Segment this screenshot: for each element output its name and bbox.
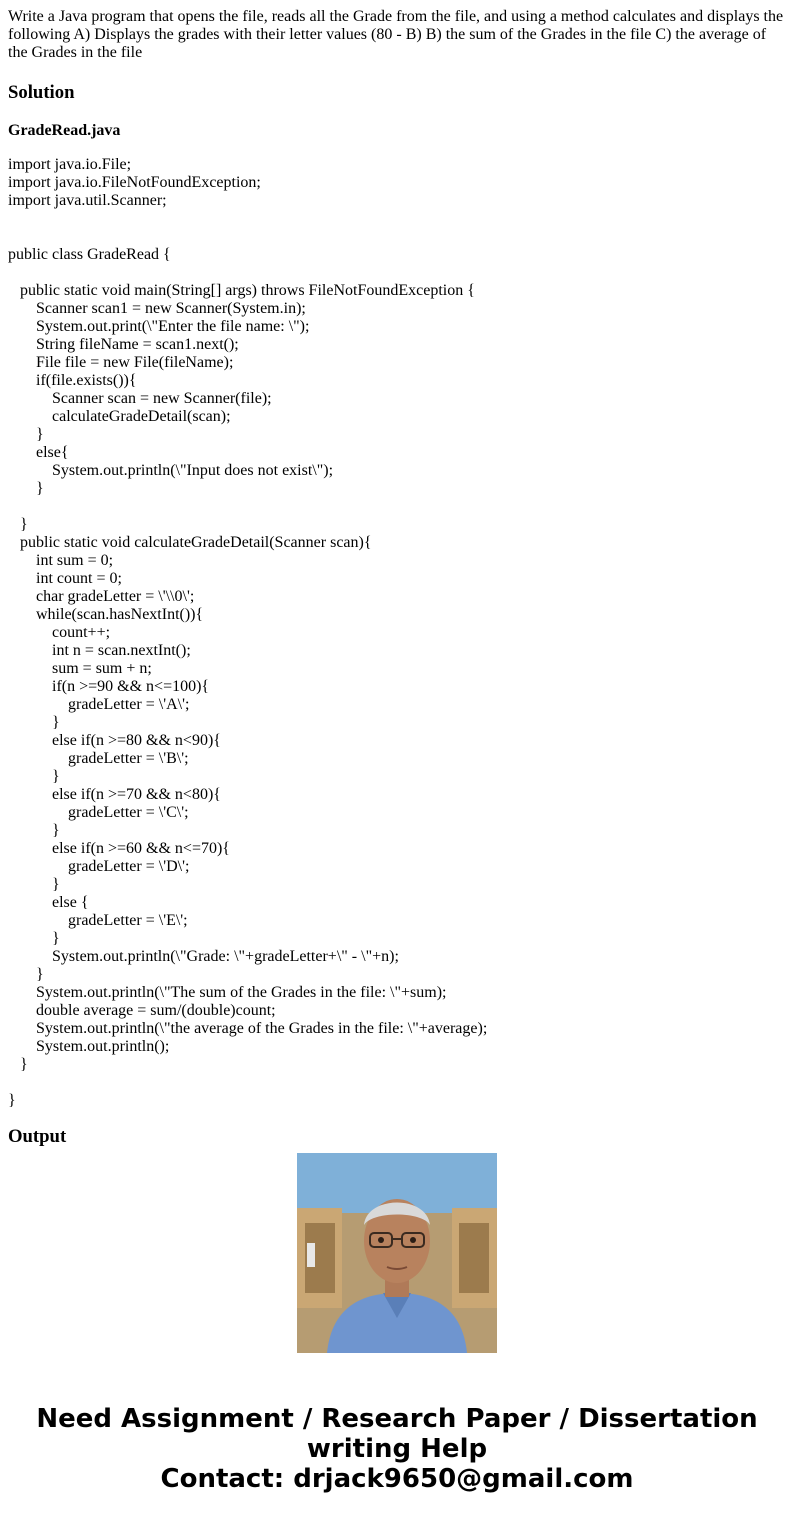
code-line	[8, 1074, 786, 1092]
code-line: int sum = 0;	[8, 552, 114, 569]
code-line: Scanner scan = new Scanner(file);	[8, 390, 272, 407]
code-line: calculateGradeDetail(scan);	[8, 408, 231, 425]
code-line: while(scan.hasNextInt()){	[8, 606, 204, 623]
code-line: System.out.println();	[8, 1038, 170, 1055]
promo-banner	[0, 1404, 794, 1494]
code-line: }	[8, 822, 60, 839]
code-line	[8, 264, 786, 282]
code-line: }	[8, 768, 60, 785]
code-line: public static void main(String[] args) throws FileNotFoundException {	[8, 282, 475, 299]
code-line: System.out.println(\"the average of the Grades in the file: \"+average);	[8, 1020, 488, 1037]
code-line: else{	[8, 444, 69, 461]
code-line: count++;	[8, 624, 111, 641]
code-line: String fileName = scan1.next();	[8, 336, 239, 353]
code-line: gradeLetter = \'A\';	[8, 696, 190, 713]
code-line: }	[8, 714, 60, 731]
code-line: System.out.println(\"Input does not exist\");	[8, 462, 334, 479]
code-line: System.out.println(\"The sum of the Grades in the file: \"+sum);	[8, 984, 447, 1001]
code-line: }	[8, 876, 60, 893]
code-line: }	[8, 930, 60, 947]
code-line: System.out.println(\"Grade: \"+gradeLetter+\" - \"+n);	[8, 948, 399, 965]
author-portrait-image	[297, 1153, 497, 1353]
code-line: char gradeLetter = \'\\0\';	[8, 588, 195, 605]
code-line: import java.util.Scanner;	[8, 192, 167, 209]
code-line	[8, 228, 786, 246]
code-line: import java.io.File;	[8, 156, 132, 173]
code-line: import java.io.FileNotFoundException;	[8, 174, 261, 191]
code-line: gradeLetter = \'E\';	[8, 912, 188, 929]
code-line: if(n >=90 && n<=100){	[8, 678, 210, 695]
code-line: gradeLetter = \'D\';	[8, 858, 190, 875]
code-line	[8, 210, 786, 228]
code-line: public static void calculateGradeDetail(Scanner scan){	[8, 534, 372, 551]
code-line	[8, 498, 786, 516]
code-line: else if(n >=60 && n<=70){	[8, 840, 230, 857]
code-line: else if(n >=80 && n<90){	[8, 732, 221, 749]
code-line: double average = sum/(double)count;	[8, 1002, 276, 1019]
code-block	[8, 156, 786, 1110]
solution-heading: Solution	[8, 82, 75, 103]
code-line: sum = sum + n;	[8, 660, 152, 677]
promo-line-1: Need Assignment / Research Paper / Dissertation	[36, 1404, 758, 1434]
code-line: Scanner scan1 = new Scanner(System.in);	[8, 300, 306, 317]
code-line: }	[8, 1056, 28, 1073]
author-avatar	[297, 1153, 497, 1353]
promo-contact: Contact: drjack9650@gmail.com	[160, 1464, 634, 1494]
question-text: Write a Java program that opens the file, reads all the Grade from the file, and using a method calculates and displays the following A) Displays the grades with their letter values (80 - B) B) the sum of the Grades in the file C) the average of the Grades in the file	[8, 8, 784, 61]
code-line: }	[8, 426, 44, 443]
code-line: public class GradeRead {	[8, 246, 171, 263]
code-line: else if(n >=70 && n<80){	[8, 786, 221, 803]
code-line: gradeLetter = \'C\';	[8, 804, 189, 821]
code-line: File file = new File(fileName);	[8, 354, 234, 371]
file-name: GradeRead.java	[8, 122, 121, 139]
code-line: System.out.print(\"Enter the file name: \");	[8, 318, 310, 335]
code-line: }	[8, 1092, 16, 1109]
code-line: int count = 0;	[8, 570, 122, 587]
code-line: }	[8, 966, 44, 983]
code-line: if(file.exists()){	[8, 372, 137, 389]
code-line: int n = scan.nextInt();	[8, 642, 191, 659]
code-line: else {	[8, 894, 89, 911]
code-line: }	[8, 480, 44, 497]
document-content	[8, 0, 786, 1147]
output-heading: Output	[8, 1126, 67, 1147]
code-line: gradeLetter = \'B\';	[8, 750, 189, 767]
promo-line-2: writing Help	[306, 1434, 488, 1464]
code-line: }	[8, 516, 28, 533]
